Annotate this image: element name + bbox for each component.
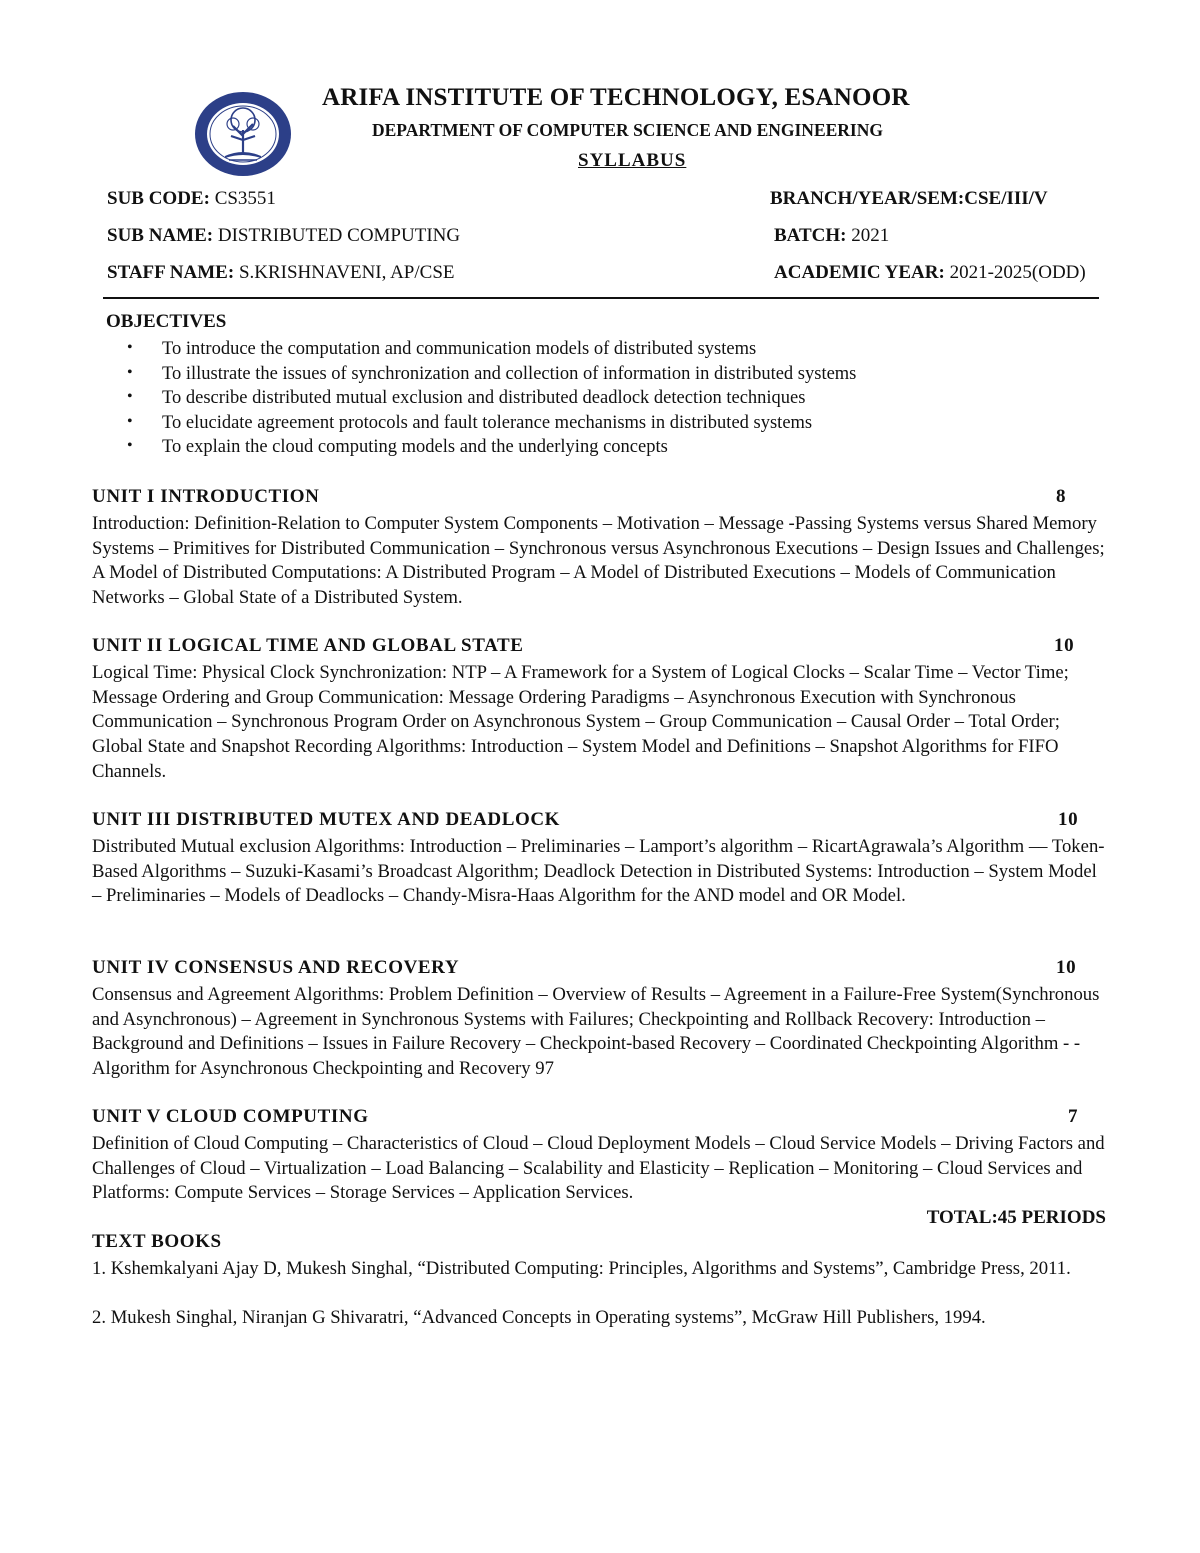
staff-name [107, 262, 455, 284]
bullet-icon: • [127, 412, 133, 430]
unit-hours: 8 [1056, 486, 1067, 507]
department-name: DEPARTMENT OF COMPUTER SCIENCE AND ENGINEERING [372, 120, 883, 140]
unit-hours: 10 [1058, 809, 1079, 830]
academic-label: ACADEMIC YEAR: [774, 262, 945, 283]
unit-1 [92, 486, 1112, 611]
branch-value: CSE/III/V [964, 188, 1048, 209]
unit-heading: UNIT V CLOUD COMPUTING 7 [92, 1106, 1079, 1127]
branch-year-sem [770, 188, 1048, 210]
sub-code-value: CS3551 [214, 188, 276, 209]
textbook-item: 2. Mukesh Singhal, Niranjan G Shivaratri, “Advanced Concepts in Operating systems”, McGraw Hill Publishers, 1994. [92, 1307, 986, 1328]
unit-description: Consensus and Agreement Algorithms: Problem Definition – Overview of Results – Agreement in a Failure-Free System(Synchronous and Asynchronous) – Agreement in Synchronous Systems with Failures; Checkpointing and Rollback Recovery: Introduction – Background and Definitions – Issues in Failure Recovery – Checkpoint-based Recovery – Coordinated Checkpointing Algorithm - - Algorithm for Asynchronous Checkpointing and Recovery 97 [92, 984, 1100, 1080]
objectives-heading: OBJECTIVES [106, 311, 227, 332]
sub-name-value: DISTRIBUTED COMPUTING [217, 225, 461, 246]
textbooks-heading: TEXT BOOKS [92, 1231, 222, 1252]
sub-name [107, 225, 460, 247]
sub-code-label: SUB CODE: [107, 188, 210, 209]
syllabus-page: ARIFA INSTITUTE OF TECHNOLOGY, ESANOOR DEPARTMENT OF COMPUTER SCIENCE AND ENGINEERING SYLLABUS SUB CODE: CS3551 BRANCH/YEAR/SEM:CSE/III/V SUB NAME: DISTRIBUTED COMPUTING BATCH: 2021 STAFF NAME: S.KRISHNAVENI, AP/CSE ACADEMIC YEAR: 2021-2025(ODD) OBJECTIVES • To introduce the computation and communication models of distributed systems • To illustrate the issues of synchronization and collection of information in distributed systems • To describe distributed mutual exclusion and distributed deadlock detection techniques • To elucidate agreement protocols and fault tolerance mechanisms in distributed systems • To explain the cloud computing models and the underlying concepts UNIT I INTRODUCTION 8 Introduction: Definition-Relation to Computer System Components – Motivation – Message -Passing Systems versus Shared Memory Systems – Primitives for Distributed Communication – Synchronous versus Asynchronous Executions – Design Issues and Challenges; A Model of Distributed Computations: A Distributed Program – A Model of Distributed Executions – Models of Communication Networks – Global State of a Distributed System. UNIT II LOGICAL TIME AND GLOBAL STATE 10 Logical Time: Physical Clock Synchronization: NTP – A Framework for a System of Logical Clocks – Scalar Time – Vector Time; Message Ordering and Group Communication: Message Ordering Paradigms – Asynchronous Execution with Synchronous Communication – Synchronous Program Order on Asynchronous System – Group Communication – Causal Order – Total Order; Global State and Snapshot Recording Algorithms: Introduction – System Model and Definitions – Snapshot Algorithms for FIFO Channels. UNIT III DISTRIBUTED MUTEX AND DEADLOCK 10 Distributed Mutual exclusion Algorithms: Introduction – Preliminaries – Lamport’s algorithm – RicartAgrawala’s Algorithm –– Token-Based Algorithms – Suzuki-Kasami’s Broadcast Algorithm; Deadlock Detection in Distributed Systems: Introduction – System Model – Preliminaries – Models of Deadlocks – Chandy-Misra-Haas Algorithm for the AND model and OR Model. UNIT IV CONSENSUS AND RECOVERY 10 Consensus and Agreement Algorithms: Problem Definition – Overview of Results – Agreement in a Failure-Free System(Synchronous and Asynchronous) – Agreement in Synchronous Systems with Failures; Checkpointing and Rollback Recovery: Introduction – Background and Definitions – Issues in Failure Recovery – Checkpoint-based Recovery – Coordinated Checkpointing Algorithm - - Algorithm for Asynchronous Checkpointing and Recovery 97 UNIT V CLOUD COMPUTING 7 Definition of Cloud Computing – Characteristics of Cloud – Cloud Deployment Models – Cloud Service Models – Driving Factors and Challenges of Cloud – Virtualization – Load Balancing – Scalability and Elasticity – Replication – Monitoring – Cloud Services and Platforms: Compute Services – Storage Services – Application Services. TOTAL:45 PERIODS TEXT BOOKS 1. Kshemkalyani Ajay D, Mukesh Singhal, “Distributed Computing: Principles, Algorithms and Systems”, Cambridge Press, 2011. 2. Mukesh Singhal, Niranjan G Shivaratri, “Advanced Concepts in Operating systems”, McGraw Hill Publishers, 1994. [0, 0, 1200, 1553]
document-title: SYLLABUS [578, 150, 687, 171]
total-periods: TOTAL:45 PERIODS [926, 1207, 1106, 1228]
textbook-item: 1. Kshemkalyani Ajay D, Mukesh Singhal, “Distributed Computing: Principles, Algorithms and Systems”, Cambridge Press, 2011. [92, 1258, 1071, 1279]
institute-emblem-logo [193, 90, 293, 178]
unit-hours: 7 [1068, 1106, 1079, 1127]
bullet-icon: • [127, 388, 133, 406]
unit-description: Introduction: Definition-Relation to Computer System Components – Motivation – Message -Passing Systems versus Shared Memory Systems – Primitives for Distributed Communication – Synchronous versus Asynchronous Executions – Design Issues and Challenges; A Model of Distributed Computations: A Distributed Program – A Model of Distributed Executions – Models of Communication Networks – Global State of a Distributed System. [92, 513, 1105, 609]
batch-label: BATCH: [774, 225, 847, 246]
institute-name: ARIFA INSTITUTE OF TECHNOLOGY, ESANOOR [322, 84, 910, 111]
unit-4 [92, 957, 1112, 1082]
bullet-icon: • [127, 437, 133, 455]
unit-description: Definition of Cloud Computing – Characteristics of Cloud – Cloud Deployment Models – Cloud Service Models – Driving Factors and Challenges of Cloud – Virtualization – Load Balancing – Scalability and Elasticity – Replication – Monitoring – Cloud Services and Platforms: Compute Services – Storage Services – Application Services. [92, 1133, 1105, 1204]
unit-hours: 10 [1056, 957, 1077, 978]
unit-heading: UNIT III DISTRIBUTED MUTEX AND DEADLOCK 10 [92, 809, 1079, 830]
unit-heading: UNIT I INTRODUCTION 8 [92, 486, 1067, 507]
sub-name-label: SUB NAME: [107, 225, 214, 246]
staff-label: STAFF NAME: [107, 262, 235, 283]
unit-5 [92, 1106, 1112, 1206]
batch [774, 225, 889, 247]
sub-code [107, 188, 276, 210]
unit-description: Logical Time: Physical Clock Synchronization: NTP – A Framework for a System of Logical Clocks – Scalar Time – Vector Time; Message Ordering and Group Communication: Message Ordering Paradigms – Asynchronous Execution with Synchronous Communication – Synchronous Program Order on Asynchronous System – Group Communication – Causal Order – Total Order; Global State and Snapshot Recording Algorithms: Introduction – System Model and Definitions – Snapshot Algorithms for FIFO Channels. [92, 662, 1069, 782]
academic-year [774, 262, 1086, 284]
unit-heading: UNIT II LOGICAL TIME AND GLOBAL STATE 10 [92, 635, 1075, 656]
staff-value: S.KRISHNAVENI, AP/CSE [238, 262, 455, 283]
bullet-icon: • [127, 339, 133, 356]
batch-value: 2021 [851, 225, 890, 246]
unit-hours: 10 [1054, 635, 1075, 656]
academic-value: 2021-2025(ODD) [949, 262, 1086, 283]
header-divider [103, 297, 1099, 299]
unit-2 [92, 635, 1112, 785]
unit-3 [92, 809, 1112, 909]
bullet-icon: • [127, 363, 133, 381]
unit-heading: UNIT IV CONSENSUS AND RECOVERY 10 [92, 957, 1077, 978]
branch-label: BRANCH/YEAR/SEM: [770, 188, 965, 209]
unit-description: Distributed Mutual exclusion Algorithms: Introduction – Preliminaries – Lamport’s algorithm – RicartAgrawala’s Algorithm –– Token-Based Algorithms – Suzuki-Kasami’s Broadcast Algorithm; Deadlock Detection in Distributed Systems: Introduction – System Model – Preliminaries – Models of Deadlocks – Chandy-Misra-Haas Algorithm for the AND model and OR Model. [92, 836, 1105, 907]
